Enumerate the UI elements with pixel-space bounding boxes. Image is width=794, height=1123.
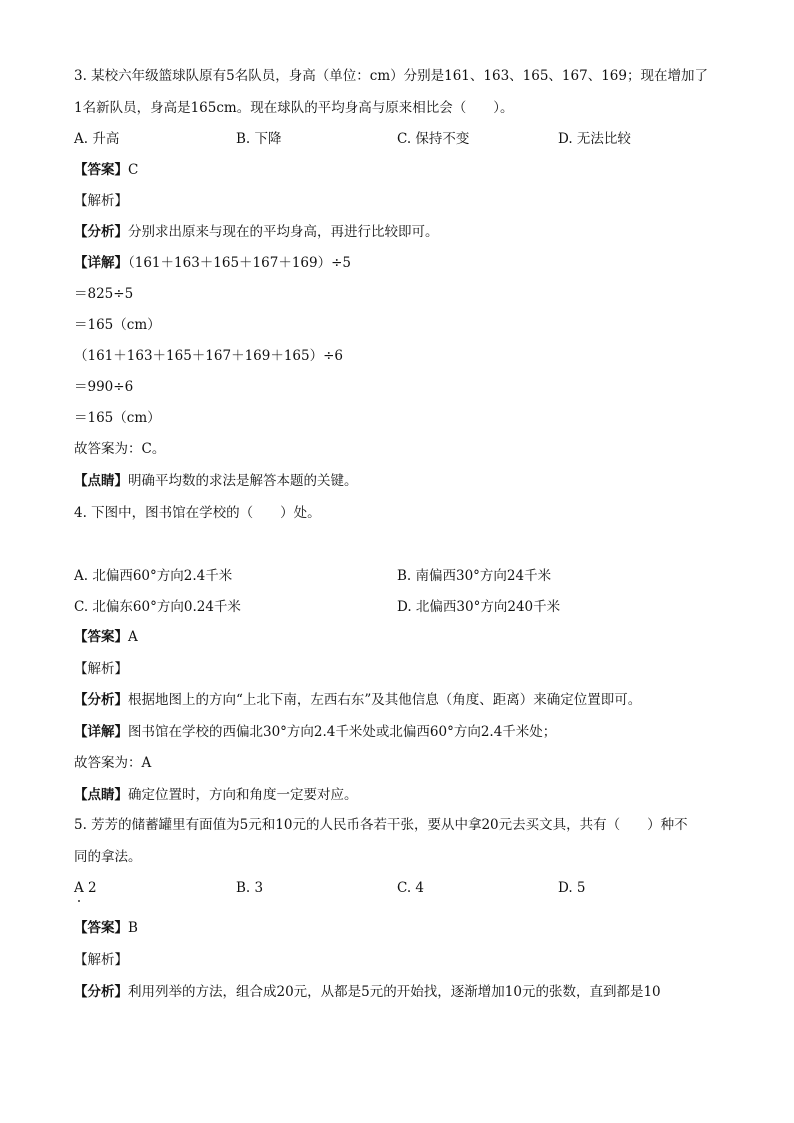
answer-tag: 【答案】 — [74, 162, 128, 178]
q4-conclusion: 故答案为：A — [74, 755, 152, 771]
xiangjie-tag: 【详解】 — [74, 724, 128, 740]
calc-step: ＝825÷5 — [74, 286, 134, 302]
q3-option-c: C. 保持不变 — [397, 131, 470, 147]
q5-option-d: D. 5 — [558, 880, 586, 896]
q3-conclusion: 故答案为：C。 — [74, 441, 166, 457]
xiangjie-text: 图书馆在学校的西偏北30°方向2.4千米处或北偏西60°方向2.4千米处； — [128, 724, 557, 740]
q5-stem-line2: 同的拿法。 — [74, 849, 142, 865]
q4-answer — [74, 627, 138, 647]
q5-option-b: B. 3 — [236, 880, 264, 896]
fenxi-tag: 【分析】 — [74, 224, 128, 240]
stray-dot-mark — [78, 900, 80, 902]
calc-step: （161＋163＋165＋167＋169）÷5 — [128, 255, 351, 271]
q5-option-c: C. 4 — [397, 880, 425, 896]
calc-step: （161＋163＋165＋167＋169＋165）÷6 — [74, 348, 344, 364]
q3-stem-line2: 1名新队员，身高是165cm。现在球队的平均身高与原来相比会（ ）。 — [74, 100, 514, 116]
dianjing-text: 确定位置时，方向和角度一定要对应。 — [128, 787, 358, 803]
q5-options — [74, 878, 734, 898]
calc-step: ＝165（cm） — [74, 410, 161, 426]
q3-options — [74, 129, 734, 149]
answer-value: A — [128, 629, 138, 645]
q3-fenxi — [74, 222, 439, 242]
q4-jiexi: 【解析】 — [74, 661, 128, 677]
q3-option-a: A. 升高 — [74, 131, 120, 147]
q3-xiangjie — [74, 253, 351, 273]
answer-tag: 【答案】 — [74, 629, 128, 645]
q4-option-a: A. 北偏西60°方向2.4千米 — [74, 568, 233, 584]
q5-answer — [74, 918, 138, 938]
q5-stem-line1: 5. 芳芳的储蓄罐里有面值为5元和10元的人民币各若干张，要从中拿20元去买文具，共有（ ）种不 — [74, 817, 688, 833]
dianjing-text: 明确平均数的求法是解答本题的关键。 — [128, 473, 358, 489]
q3-option-b: B. 下降 — [236, 131, 282, 147]
q4-xiangjie — [74, 722, 556, 742]
fenxi-text: 利用列举的方法，组合成20元，从都是5元的开始找，逐渐增加10元的张数，直到都是10 — [128, 984, 661, 1000]
q4-fenxi — [74, 690, 641, 710]
fenxi-tag: 【分析】 — [74, 692, 128, 708]
q4-options-row1 — [74, 566, 734, 586]
q4-option-d: D. 北偏西30°方向240千米 — [397, 599, 561, 615]
answer-tag: 【答案】 — [74, 920, 128, 936]
calc-step: ＝990÷6 — [74, 379, 134, 395]
q3-answer — [74, 160, 138, 180]
answer-value: C — [128, 162, 139, 178]
q5-fenxi — [74, 982, 661, 1002]
q4-options-row2 — [74, 597, 734, 617]
answer-value: B — [128, 920, 138, 936]
q4-stem: 4. 下图中，图书馆在学校的（ ）处。 — [74, 505, 321, 521]
q4-option-c: C. 北偏东60°方向0.24千米 — [74, 599, 241, 615]
q3-stem-line1: 3. 某校六年级篮球队原有5名队员，身高（单位：cm）分别是161、163、165、167、169；现在增加了 — [74, 68, 708, 84]
q3-dianjing — [74, 471, 358, 491]
q4-option-b: B. 南偏西30°方向24千米 — [397, 568, 552, 584]
q5-jiexi: 【解析】 — [74, 952, 128, 968]
q3-jiexi: 【解析】 — [74, 193, 128, 209]
xiangjie-tag: 【详解】 — [74, 255, 128, 271]
fenxi-tag: 【分析】 — [74, 984, 128, 1000]
fenxi-text: 分别求出原来与现在的平均身高，再进行比较即可。 — [128, 224, 439, 240]
q3-option-d: D. 无法比较 — [558, 131, 631, 147]
q5-option-a: A 2 — [74, 880, 97, 896]
dianjing-tag: 【点睛】 — [74, 473, 128, 489]
q4-dianjing — [74, 785, 358, 805]
fenxi-text: 根据地图上的方向“上北下南，左西右东”及其他信息（角度、距离）来确定位置即可。 — [128, 692, 642, 708]
dianjing-tag: 【点睛】 — [74, 787, 128, 803]
calc-step: ＝165（cm） — [74, 317, 161, 333]
